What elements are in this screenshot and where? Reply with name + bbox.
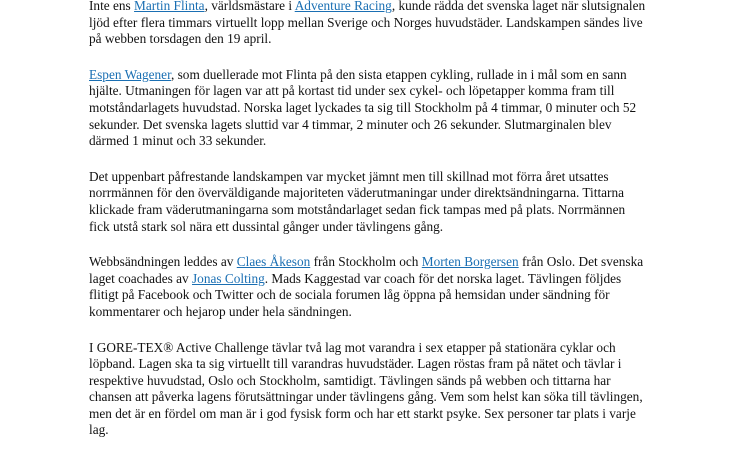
paragraph-about-challenge [89,340,649,440]
press-release-body [89,0,649,458]
link-adventure-racing[interactable]: Adventure Racing [294,0,392,13]
text: . Mads Kaggestad var coach för det norska laget. Tävlingen följdes flitigt på Facebook och Twitter och de sociala forumen låg öppna på hemsidan under sändning för kommentarer och hejarop under hela sändningen. [89,270,622,319]
text: , som duellerade mot Flinta på den sista etappen cykling, rullade in i mål som en sann hjälte. Utmaningen för lagen var att på kortast tid under sex cykel- och löpetapper komma fram till motståndarlagets huvudstad. Norska laget lyckades ta sig till Stockholm på 4 timmar, 0 minuter och 52 sekunder. Det svenska lagets sluttid var 4 timmar, 2 minuter och 26 sekunder. Slutmarginalen blev därmed 1 minut och 33 sekunder. [89,66,637,149]
link-martin-flinta[interactable]: Martin Flinta [134,0,205,13]
link-morten-borgersen[interactable]: Morten Borgersen [421,254,519,270]
link-jonas-colting[interactable]: Jonas Colting [192,270,265,286]
text: Inte ens [89,0,135,13]
paragraph-race-times [89,67,649,150]
paragraph-result-intro [89,0,649,48]
text: Det uppenbart påfrestande landskampen var mycket jämnt men till skillnad mot förra året utsattes norrmännen för den överväldigande majoriteten väderutmaningar under direktsändningarna. Tittarna klickade fram väderutmaningarna som motståndarlaget sedan fick tampas med på plats. Norrmännen fick utstå stark sol nära ett dussintal gånger under tävlingens gång. [89,168,626,234]
text: från Oslo. Det svenska laget coachades av [89,254,644,286]
text: I GORE-TEX® Active Challenge tävlar två lag mot varandra i sex etapper på stationära cyklar och löpband. Lagen ska ta sig virtuellt till varandras huvudstäder. Lagen röstas fram på nätet och tävlar i respektive huvudstad, Oslo och Stockholm, samtidigt. Tävlingen sänds på webben och tittarna har chansen att påverka lagens förutsättningar under tävlingens gång. Vem som helst kan söka till tävlingen, men det är en fördel om man är i god fysisk form och har ett starkt psyke. Sex personer tar plats i varje lag. [89,339,643,438]
link-espen-wagener[interactable]: Espen Wagener [89,66,171,82]
text: från Stockholm och [310,254,422,270]
text: , kunde rädda det svenska laget när slutsignalen ljöd efter flera timmars virtuellt lopp mellan Sverige och Norges huvudstäder. Landskampen sändes live på webben torsdagen den 19 april. [89,0,646,47]
text: Webbsändningen leddes av [89,254,237,270]
paragraph-broadcast-hosts [89,254,649,320]
paragraph-weather-challenges [89,169,649,235]
text: , världsmästare i [204,0,295,13]
link-claes-akeson[interactable]: Claes Åkeson [236,254,311,270]
